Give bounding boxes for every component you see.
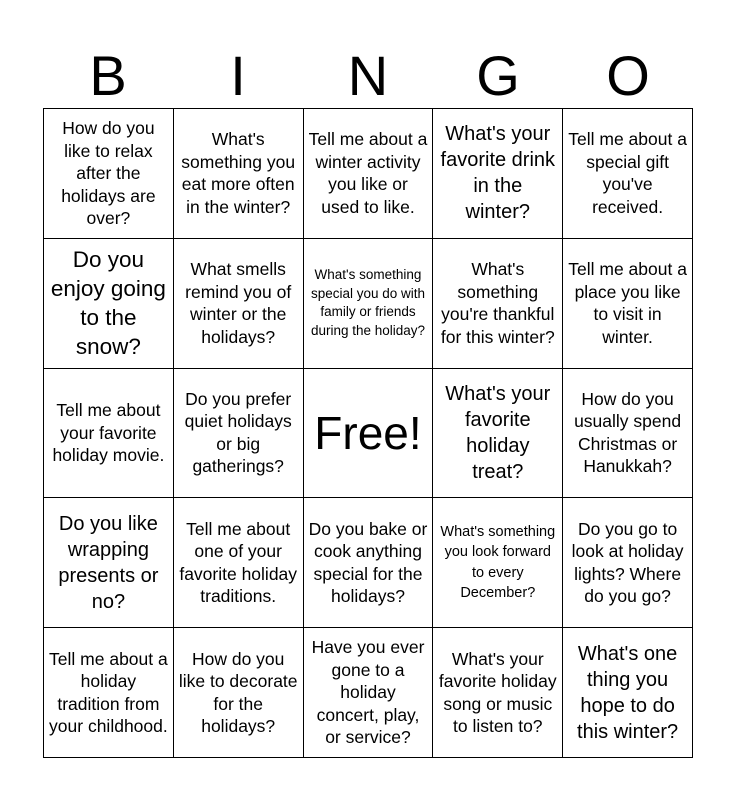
- bingo-cell[interactable]: [44, 498, 174, 628]
- bingo-cell[interactable]: [44, 369, 174, 499]
- header-letter-i: I: [230, 44, 246, 107]
- bingo-cell[interactable]: [563, 498, 693, 628]
- free-text: Free!: [314, 406, 422, 459]
- cell-text: Have you ever gone to a holiday concert, play, or service?: [311, 637, 425, 748]
- cell-text: Do you prefer quiet holidays or big gatherings?: [184, 388, 292, 477]
- header-letter-b: B: [89, 44, 127, 107]
- cell-text: What's your favorite holiday song or music to listen to?: [438, 648, 557, 737]
- bingo-cell[interactable]: [433, 498, 563, 628]
- bingo-cell[interactable]: [44, 239, 174, 369]
- cell-text: Do you enjoy going to the snow?: [50, 247, 166, 360]
- cell-text: What smells remind you of winter or the holidays?: [185, 259, 292, 347]
- bingo-header: [43, 44, 693, 108]
- cell-text: Tell me about one of your favorite holiday traditions.: [179, 518, 298, 607]
- header-letter-g: G: [476, 44, 520, 107]
- cell-text: Do you go to look at holiday lights? Where do you go?: [571, 518, 684, 607]
- header-letter-o: O: [606, 44, 650, 107]
- bingo-cell[interactable]: [44, 628, 174, 758]
- bingo-cell[interactable]: [563, 369, 693, 499]
- free-space[interactable]: [304, 369, 434, 499]
- bingo-board: [43, 108, 693, 758]
- cell-text: What's your favorite drink in the winter?: [440, 123, 556, 224]
- bingo-cell[interactable]: [304, 109, 434, 239]
- bingo-cell[interactable]: [433, 109, 563, 239]
- cell-text: Tell me about a holiday tradition from your childhood.: [49, 648, 168, 737]
- bingo-cell[interactable]: [433, 369, 563, 499]
- bingo-cell[interactable]: [304, 628, 434, 758]
- bingo-cell[interactable]: [563, 239, 693, 369]
- cell-text: What's something special you do with family or friends during the holiday?: [310, 267, 426, 338]
- bingo-cell[interactable]: [563, 109, 693, 239]
- cell-text: What's your favorite holiday treat?: [445, 382, 551, 483]
- cell-text: How do you usually spend Christmas or Hanukkah?: [574, 388, 682, 477]
- bingo-cell[interactable]: [304, 498, 434, 628]
- cell-text: What's something you eat more often in the winter?: [181, 129, 296, 217]
- cell-text: Tell me about a special gift you've received.: [568, 129, 687, 217]
- cell-text: Tell me about a place you like to visit in winter.: [568, 259, 687, 347]
- cell-text: How do you like to decorate for the holidays?: [178, 648, 298, 737]
- cell-text: What's one thing you hope to do this winter?: [577, 642, 679, 743]
- cell-text: What's something you're thankful for this winter?: [440, 259, 555, 347]
- cell-text: Tell me about a winter activity you like or used to like.: [308, 129, 428, 217]
- bingo-cell[interactable]: [563, 628, 693, 758]
- cell-text: What's something you look forward to every December?: [440, 523, 556, 602]
- bingo-cell[interactable]: [433, 628, 563, 758]
- header-letter-n: N: [347, 44, 389, 107]
- bingo-cell[interactable]: [304, 239, 434, 369]
- cell-text: Tell me about your favorite holiday movie.: [52, 400, 165, 466]
- bingo-cell[interactable]: [174, 239, 304, 369]
- cell-text: Do you like wrapping presents or no?: [58, 512, 159, 613]
- bingo-cell[interactable]: [44, 109, 174, 239]
- bingo-cell[interactable]: [174, 498, 304, 628]
- bingo-cell[interactable]: [433, 239, 563, 369]
- cell-text: How do you like to relax after the holidays are over?: [61, 118, 156, 229]
- cell-text: Do you bake or cook anything special for the holidays?: [308, 518, 428, 607]
- bingo-cell[interactable]: [174, 109, 304, 239]
- bingo-cell[interactable]: [174, 369, 304, 499]
- bingo-cell[interactable]: [174, 628, 304, 758]
